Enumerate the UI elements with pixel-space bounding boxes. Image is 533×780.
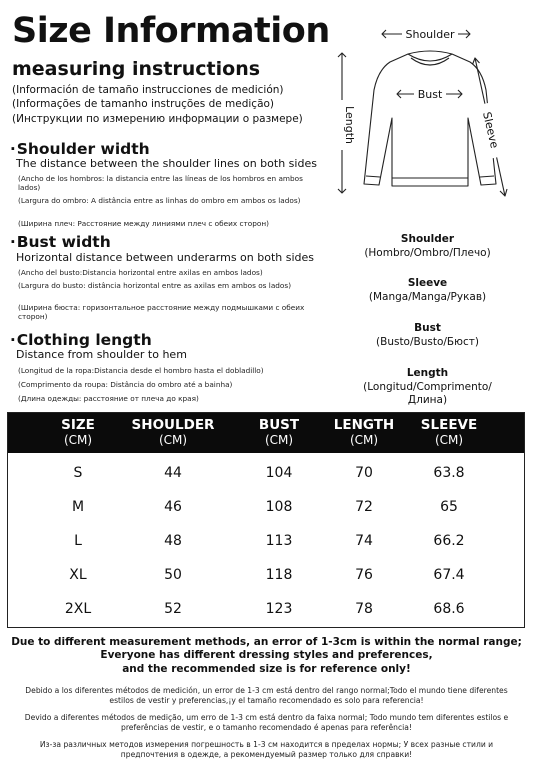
subtitle-translation-es: (Información de tamaño instrucciones de medición) <box>12 84 284 96</box>
cell-length: 70 <box>355 465 373 481</box>
section-bust-desc: Horizontal distance between underarms on both sides <box>16 251 315 264</box>
cell-bust: 123 <box>265 601 293 617</box>
cell-shoulder: 48 <box>164 533 182 549</box>
diagram-bust-label: Bust <box>417 88 443 101</box>
legend-length-trans: (Longitud/Comprimento/Длина) <box>363 380 492 407</box>
size-table-header <box>8 413 524 453</box>
cell-size: L <box>74 533 82 549</box>
diagram-sleeve-label: Sleeve <box>480 110 501 150</box>
header-length: LENGTH (CM) <box>333 417 395 447</box>
legend-bust-label: Bust <box>414 322 441 334</box>
legend-sleeve <box>350 277 505 304</box>
cell-size: 2XL <box>64 601 92 617</box>
section-shoulder-note-es: (Ancho de los hombros: la distancia entre las líneas de los hombros en ambos lados) <box>18 174 303 193</box>
cell-size: XL <box>69 567 87 583</box>
disclaimer-es: Debido a los diferentes métodos de medición, un error de 1-3 cm está dentro del rango normal;Todo el mundo tiene diferentes estilos de vestir y preferencias,¡y el tamaño recomendado es solo para referencia! <box>25 686 508 705</box>
cell-size: M <box>71 499 85 515</box>
cell-sleeve: 63.8 <box>433 465 465 481</box>
section-shoulder-title: ·Shoulder width <box>10 140 150 158</box>
legend-shoulder-trans: (Hombro/Ombro/Плечо) <box>364 246 491 259</box>
cell-bust: 113 <box>265 533 293 549</box>
cell-length: 76 <box>355 567 373 583</box>
cell-bust: 104 <box>265 465 293 481</box>
legend-sleeve-label: Sleeve <box>407 277 448 289</box>
legend-length-label: Length <box>406 367 449 379</box>
section-bust-note-pt: (Largura do busto: distância horizontal entre as axilas em ambos os lados) <box>18 281 292 290</box>
diagram-length-label: Length <box>343 106 356 144</box>
cell-length: 74 <box>355 533 373 549</box>
section-bust-note-ru: (Ширина бюста: горизонтальное расстояние между подмышками с обеих сторон) <box>18 303 305 322</box>
cell-sleeve: 66.2 <box>433 533 465 549</box>
cell-shoulder: 46 <box>164 499 182 515</box>
section-length-note-es: (Longitud de la ropa:Distancia desde el hombro hasta el dobladillo) <box>18 366 264 375</box>
subtitle-translation-ru: (Инструкции по измерению информации о размере) <box>12 113 303 125</box>
legend-shoulder <box>350 233 505 260</box>
legend-shoulder-label: Shoulder <box>400 233 455 245</box>
diagram-shoulder-label: Shoulder <box>405 28 455 41</box>
header-shoulder: SHOULDER (CM) <box>131 417 215 447</box>
header-bust: BUST (CM) <box>258 417 300 447</box>
legend-sleeve-trans: (Manga/Manga/Рукав) <box>368 290 487 303</box>
legend-length <box>350 367 505 408</box>
section-shoulder-note-ru: (Ширина плеч: Расстояние между линиями плеч с обеих сторон) <box>18 219 269 228</box>
cell-sleeve: 65 <box>440 499 458 515</box>
header-sleeve: SLEEVE (CM) <box>420 417 478 447</box>
disclaimer-ru: Из-за различных методов измерения погрешность в 1-3 см находится в пределах нормы; У всех разные стили и предпочтения в одежде, а рекомендуемый размер только для справки! <box>39 740 494 759</box>
section-shoulder-note-pt: (Largura do ombro: A distância entre as linhas do ombro em ambos os lados) <box>18 196 301 205</box>
cell-length: 72 <box>355 499 373 515</box>
section-length-note-ru: (Длина одежды: расстояние от плеча до края) <box>18 394 199 403</box>
table-row <box>8 594 524 628</box>
table-row <box>8 492 524 526</box>
cell-size: S <box>73 465 83 481</box>
table-row <box>8 526 524 560</box>
page-title: Size Information <box>12 11 330 51</box>
cell-sleeve: 68.6 <box>433 601 465 617</box>
header-size: SIZE (CM) <box>61 417 95 447</box>
disclaimer-pt: Devido a diferentes métodos de medição, um erro de 1-3 cm está dentro da faixa normal; Todo mundo tem diferentes estilos e preferências de vestir, e o tamanho recomendado é apenas para referência! <box>24 713 509 732</box>
section-length-note-pt: (Comprimento da roupa: Distância do ombro até a bainha) <box>18 380 233 389</box>
sweatshirt-outline <box>364 51 496 186</box>
section-bust-note-es: (Ancho del busto:Distancia horizontal entre axilas en ambos lados) <box>18 268 263 277</box>
cell-sleeve: 67.4 <box>433 567 465 583</box>
disclaimer-en: Due to different measurement methods, an error of 1-3cm is within the normal range; Everyone has different dressing styles and preferences, and the recommended size is for reference only! <box>11 636 522 675</box>
section-length-desc: Distance from shoulder to hem <box>16 348 187 361</box>
table-row <box>8 458 524 492</box>
legend-bust-trans: (Busto/Busto/Бюст) <box>376 335 479 348</box>
cell-length: 78 <box>355 601 373 617</box>
cell-bust: 118 <box>265 567 293 583</box>
legend-bust <box>350 322 505 349</box>
cell-shoulder: 52 <box>164 601 182 617</box>
section-shoulder-desc: The distance between the shoulder lines on both sides <box>16 157 317 170</box>
cell-shoulder: 50 <box>164 567 182 583</box>
cell-bust: 108 <box>265 499 293 515</box>
cell-shoulder: 44 <box>164 465 182 481</box>
section-length-title: ·Clothing length <box>10 331 152 349</box>
sweatshirt-diagram <box>330 18 530 218</box>
subtitle-translation-pt: (Informações de tamanho instruções de medição) <box>12 98 275 110</box>
table-row <box>8 560 524 594</box>
size-table <box>7 412 525 628</box>
section-bust-title: ·Bust width <box>10 233 111 251</box>
page-subtitle: measuring instructions <box>12 58 261 80</box>
